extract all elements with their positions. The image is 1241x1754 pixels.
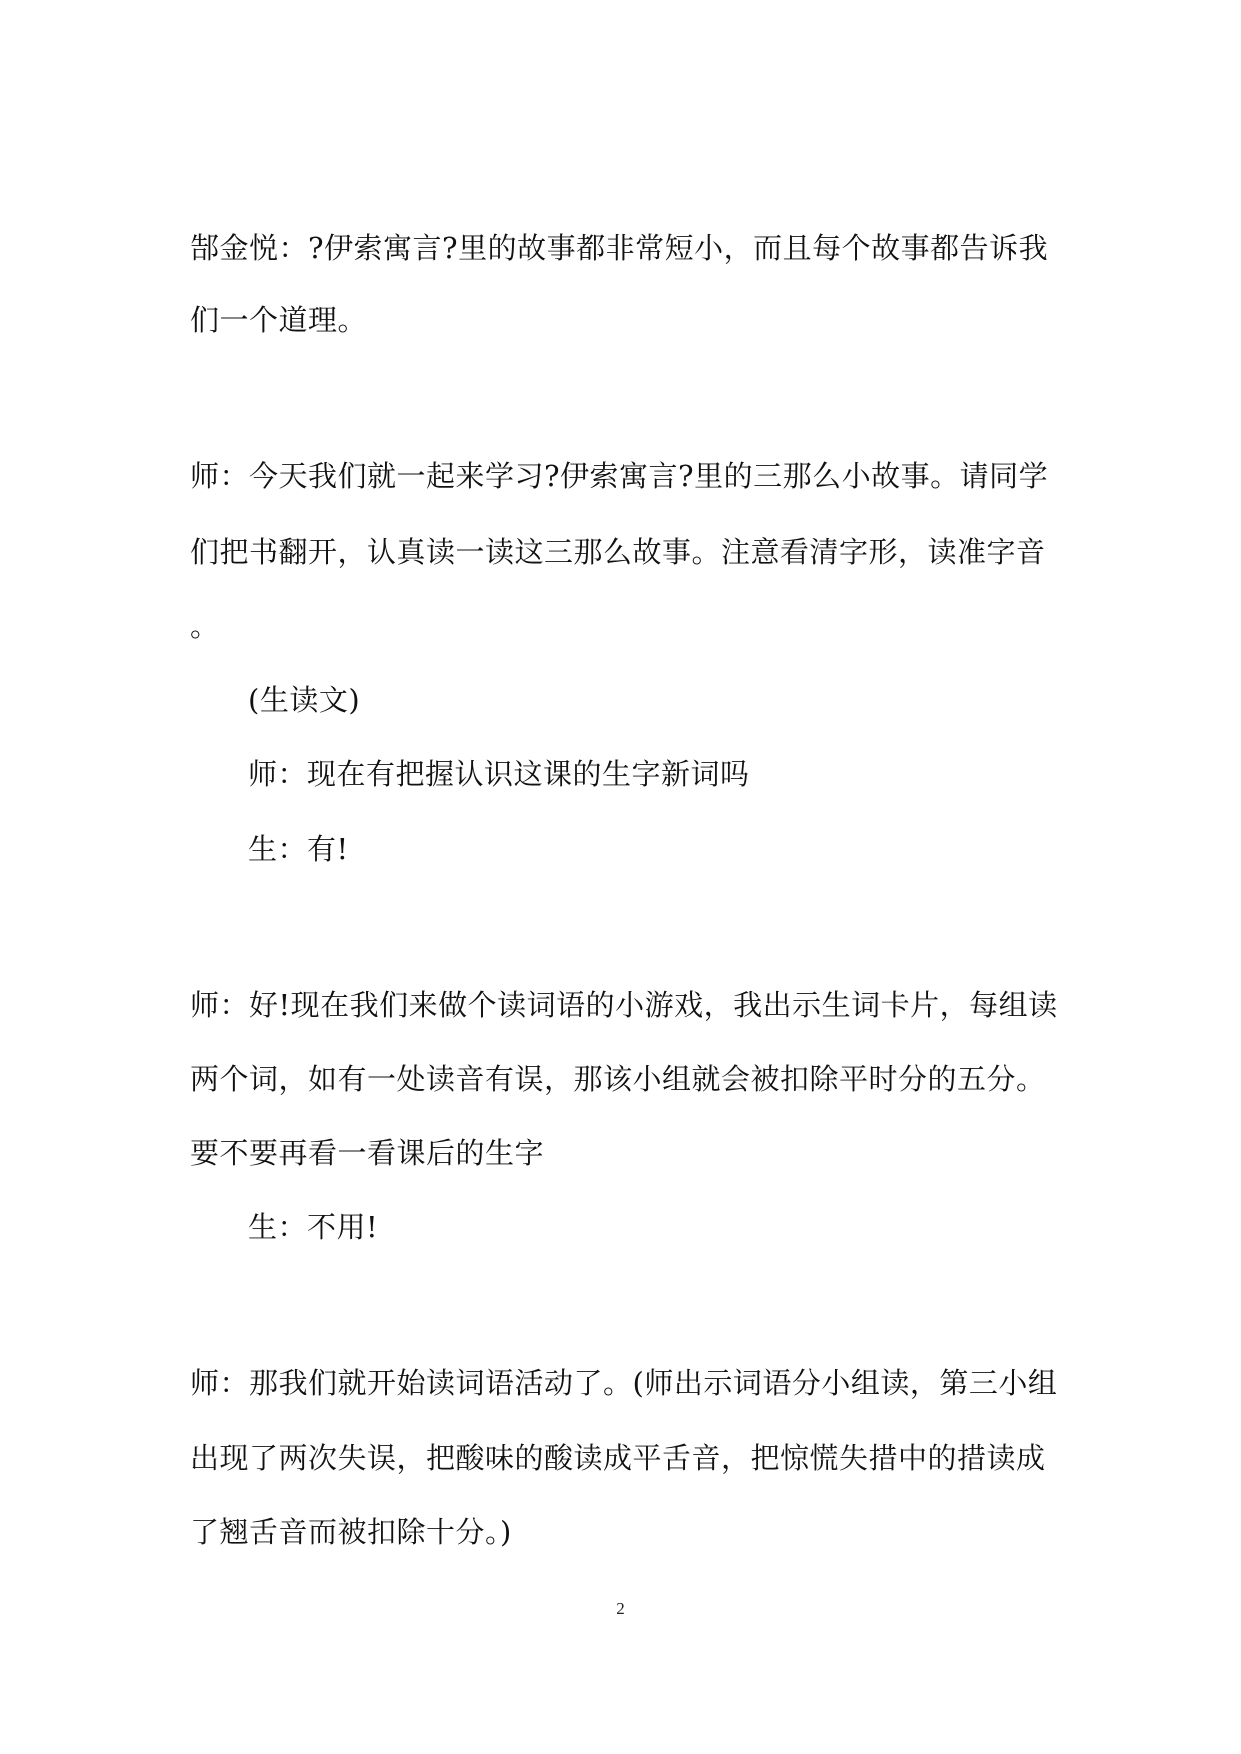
text-line: 师：好!现在我们来做个读词语的小游戏，我出示生词卡片，每组读 <box>190 988 1058 1022</box>
page-number: 2 <box>616 1599 625 1618</box>
text-line: 师：那我们就开始读词语活动了。(师出示词语分小组读，第三小组 <box>190 1366 1058 1400</box>
text-line: 了翘舌音而被扣除十分。) <box>190 1515 512 1549</box>
text-line: 生：不用! <box>248 1210 379 1244</box>
text-line: 们把书翻开，认真读一读这三那么故事。注意看清字形，读准字音 <box>190 535 1046 569</box>
text-line: 郜金悦：?伊索寓言?里的故事都非常短小，而且每个故事都告诉我 <box>190 231 1049 265</box>
text-line: 生：有! <box>248 832 349 866</box>
text-line: 出现了两次失误，把酸味的酸读成平舌音，把惊慌失措中的措读成 <box>190 1441 1046 1475</box>
text-line: 。 <box>190 609 220 643</box>
text-line: 师：现在有把握认识这课的生字新词吗 <box>248 757 750 791</box>
text-line: 两个词，如有一处读音有误，那该小组就会被扣除平时分的五分。 <box>190 1062 1046 1096</box>
text-line: 要不要再看一看课后的生字 <box>190 1136 545 1170</box>
text-line: 们一个道理。 <box>190 303 368 337</box>
text-line: 师：今天我们就一起来学习?伊索寓言?里的三那么小故事。请同学 <box>190 459 1049 493</box>
text-line: (生读文) <box>248 683 361 717</box>
